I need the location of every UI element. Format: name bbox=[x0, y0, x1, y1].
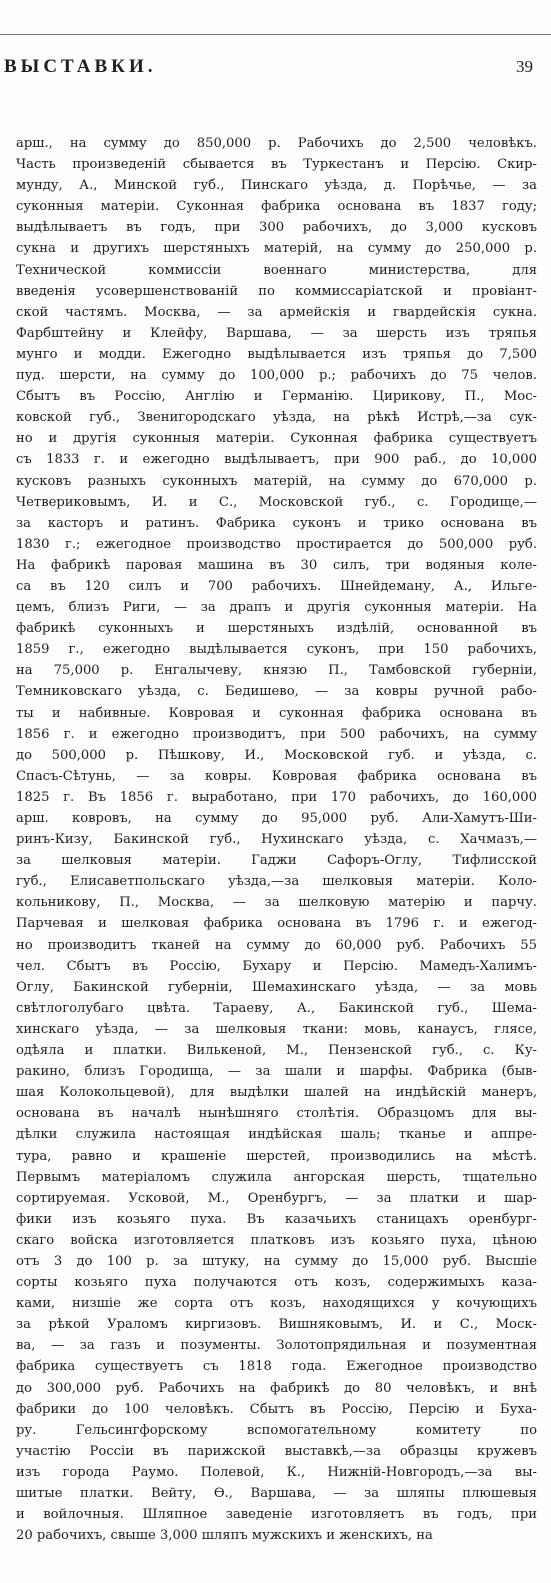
text-line: фики изъ козьяго пуха. Въ казачьихъ станицахъ оренбург- bbox=[16, 1211, 537, 1227]
text-line: арш. ковровъ, на сумму до 95,000 руб. Али-Хамутъ-Ши- bbox=[16, 811, 537, 826]
text-line: 1830 г.; ежегодное производство простирается до 500,000 руб. bbox=[16, 536, 537, 552]
text-line: скаго войска изготовляется платковъ изъ козьяго пуха, цѣною bbox=[16, 1232, 537, 1248]
text-line: свѣтлоголубаго цвѣта. Тараеву, А., Бакинской губ., Шема- bbox=[16, 1000, 537, 1016]
body-text bbox=[16, 133, 537, 1546]
text-line: съ 1833 г. и ежегодно выдѣлываетъ, при 900 раб., до 10,000 bbox=[16, 452, 537, 468]
text-line: шая Колокольцевой), для выдѣлки шалей на индѣйскій манеръ, bbox=[16, 1085, 537, 1101]
page-number: 39 bbox=[516, 57, 533, 76]
text-line: за рѣкой Ураломъ киргизовъ. Вишняковымъ, И. и С., Моск- bbox=[16, 1317, 537, 1333]
text-line: цемъ, близъ Риги, — за драпъ и другія суконныя матеріи. На bbox=[16, 600, 537, 616]
text-line: дѣлки служила настоящая индѣйская шаль; тканье и аппре- bbox=[16, 1127, 537, 1143]
text-line: введенія усовершенствованій по коммиссаріатской и провіант- bbox=[16, 283, 537, 299]
text-line: фабрикѣ суконныхъ и шерстяныхъ издѣлій, основанной въ bbox=[16, 621, 537, 637]
text-line: кусковъ разныхъ суконныхъ матерій, на сумму до 670,000 р. bbox=[16, 473, 537, 489]
text-line: Парчевая и шелковая фабрика основана въ 1796 г. и ежегод- bbox=[16, 916, 537, 932]
text-line: фабрики до 100 человѣкъ. Сбытъ въ Россію, Персію и Буха- bbox=[16, 1401, 537, 1417]
text-line: отъ 3 до 100 р. за штуку, на сумму до 15,000 руб. Высшіе bbox=[16, 1253, 537, 1269]
text-line: ру. Гельсингфорскому вспомогательному комитету по bbox=[16, 1422, 537, 1438]
text-line: 20 рабочихъ, свыше 3,000 шляпъ мужскихъ и женскихъ, на bbox=[16, 1528, 433, 1544]
text-line: Спасъ-Сѣтунь, — за ковры. Ковровая фабрика основана въ bbox=[16, 768, 537, 784]
text-line: Темниковскаго уѣзда, с. Бедишево, — за ковры ручной рабо- bbox=[16, 684, 537, 700]
text-line: чел. Сбытъ въ Россію, Бухару и Персію. Мамедъ-Халимъ- bbox=[16, 958, 537, 974]
running-title: ВЫСТАВКИ. bbox=[4, 56, 157, 77]
page-header bbox=[4, 56, 533, 78]
text-line: участію Россіи въ парижской выставкѣ,—за образцы кружевъ bbox=[16, 1443, 537, 1459]
text-line: но производитъ тканей на сумму до 60,000 руб. Рабочихъ 55 bbox=[16, 937, 537, 953]
text-line: фабрика существуетъ съ 1818 года. Ежегодное производство bbox=[16, 1359, 537, 1375]
text-line: Технической коммиссіи военнаго министерства, для bbox=[16, 262, 537, 278]
text-line: Часть произведеній сбывается въ Туркестанъ и Персію. Скир- bbox=[16, 157, 537, 173]
text-line: ва, — за газъ и позументы. Золотопрядильная и позументная bbox=[16, 1338, 537, 1354]
text-line: Сбытъ въ Россію, Англію и Германію. Цирикову, П., Мос- bbox=[16, 389, 537, 405]
text-line: хинскаго уѣзда, — за шелковыя ткани: мовь, канаусъ, глясе, bbox=[16, 1021, 537, 1037]
text-line: тура, равно и крашеніе шерстей, производились на мѣстѣ. bbox=[16, 1148, 537, 1164]
text-line: ракино, близъ Городища, — за шали и шарфы. Фабрика (быв- bbox=[16, 1064, 537, 1080]
text-line: ты и набивные. Ковровая и суконная фабрика основана въ bbox=[16, 705, 537, 721]
text-line: до 300,000 руб. Рабочихъ на фабрикѣ до 80 человѣкъ, и внѣ bbox=[16, 1380, 537, 1396]
text-line: суконныя матеріи. Суконная фабрика основана въ 1837 году; bbox=[16, 199, 537, 215]
text-line: Оглу, Бакинской губерніи, Шемахинскаго уѣзда, — за мовь bbox=[16, 979, 537, 995]
text-line: сукна и другихъ шерстяныхъ матерій, на сумму до 250,000 р. bbox=[16, 241, 537, 257]
text-line: шитые платки. Вейту, Ѳ., Варшава, — за шляпы плюшевыя bbox=[16, 1486, 537, 1501]
text-line: мунду, А., Минской губ., Пинскаго уѣзда, д. Порѣчье, — за bbox=[16, 178, 537, 194]
text-line: сорты козьяго пуха получаются отъ козъ, содержимыхъ каза- bbox=[16, 1275, 537, 1291]
text-line: сортируемая. Усковой, М., Оренбургъ, — за платки и шар- bbox=[16, 1190, 537, 1206]
text-line: на 75,000 р. Енгалычеву, князю П., Тамбовской губерніи, bbox=[16, 663, 537, 679]
text-line: 1859 г., ежегодно выдѣлывается суконъ, при 150 рабочихъ, bbox=[16, 642, 537, 658]
text-line: Фарбштейну и Клейфу, Варшава, — за шерсть изъ тряпья bbox=[16, 325, 537, 341]
text-line: за касторъ и ратинъ. Фабрика суконъ и трико основана въ bbox=[16, 515, 537, 531]
text-line: губ., Елисаветпольскаго уѣзда,—за шелковыя матеріи. Коло- bbox=[16, 874, 537, 890]
text-line: Первымъ матеріаломъ служила ангорская шерсть, тщательно bbox=[16, 1169, 537, 1185]
text-line: ками, низшіе же сорта отъ козъ, находящихся у кочующихъ bbox=[16, 1296, 537, 1312]
text-line: до 500,000 р. Пѣшкову, И., Московской губ. и уѣзда, с. bbox=[16, 747, 537, 763]
text-line: На фабрикѣ паровая машина въ 30 силъ, три водяныя коле- bbox=[16, 557, 537, 573]
text-line: но и другія суконныя матеріи. Суконная фабрика существуетъ bbox=[16, 431, 537, 447]
text-line: арш., на сумму до 850,000 р. Рабочихъ до 2,500 человѣкъ. bbox=[16, 136, 537, 151]
text-line: 1825 г. Въ 1856 г. выработано, при 170 рабочихъ, до 160,000 bbox=[16, 789, 537, 805]
text-line: за шелковыя матеріи. Гаджи Сафоръ-Оглу, Тифлисской bbox=[16, 853, 537, 869]
text-line: одѣяла и платки. Вилькеной, М., Пензенской губ., с. Ку- bbox=[16, 1043, 537, 1059]
text-line: ковской губ., Звенигородскаго уѣзда, на рѣкѣ Истрѣ,—за сук- bbox=[16, 410, 537, 426]
text-line: ринъ-Кизу, Бакинской губ., Нухинскаго уѣзда, с. Хачмазъ,— bbox=[16, 832, 537, 848]
text-line: ской частямъ. Москва, — за армейскія и гвардейскія сукна. bbox=[16, 304, 537, 320]
text-line: выдѣлываетъ въ годъ, при 300 рабочихъ, до 3,000 кусковъ bbox=[16, 220, 537, 236]
text-line: кольникову, П., Москва, — за шелковую матерію и парчу. bbox=[16, 895, 537, 911]
text-line: мунго и модди. Ежегодно выдѣлывается изъ тряпья до 7,500 bbox=[16, 346, 537, 362]
text-line: изъ города Раумо. Полевой, К., Нижній-Новгородъ,—за вы- bbox=[16, 1464, 537, 1480]
text-line: пуд. шерсти, на сумму до 100,000 р.; рабочихъ до 75 челов. bbox=[16, 368, 537, 384]
text-line: са въ 120 силъ и 700 рабочихъ. Шнейдеману, А., Ильге- bbox=[16, 578, 537, 594]
text-line: Четвериковымъ, И. и С., Московской губ., с. Городище,— bbox=[16, 494, 537, 510]
text-line: 1856 г. и ежегодно производитъ, при 500 рабочихъ, на сумму bbox=[16, 726, 537, 742]
top-rule bbox=[0, 34, 551, 35]
text-line: и войлочныя. Шляпное заведеніе изготовляетъ въ годъ, при bbox=[16, 1507, 537, 1523]
text-line: основана въ началѣ нынѣшняго столѣтія. Образцомъ для вы- bbox=[16, 1106, 537, 1122]
